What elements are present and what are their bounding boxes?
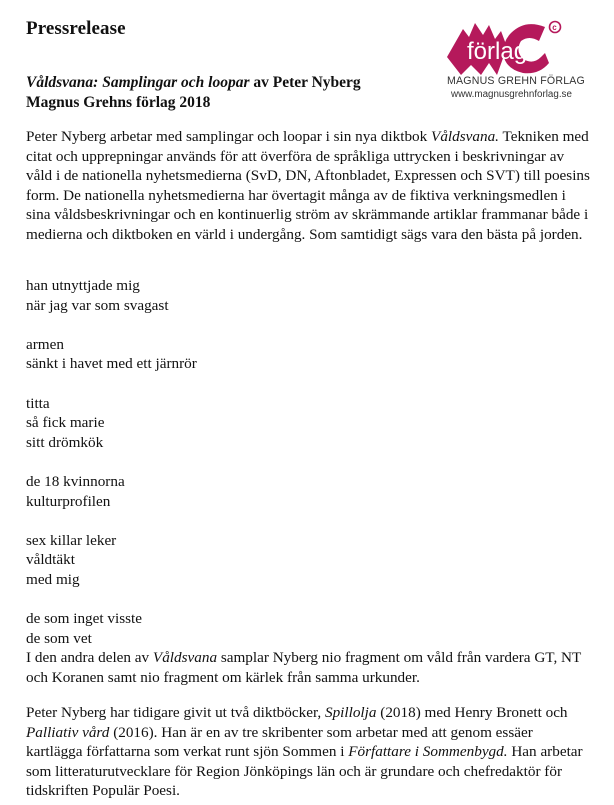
poem-line: de som inget visste — [26, 610, 143, 628]
poem-line: våldtäkt — [26, 551, 75, 569]
paragraph-text: (2018) med Henry Bronett och — [376, 704, 568, 721]
poem-line: han utnyttjade mig — [26, 277, 140, 294]
paragraph-text: Peter Nyberg har tidigare givit ut två diktböcker, — [26, 704, 325, 721]
poem-stanza — [26, 394, 591, 453]
book-title — [26, 74, 250, 91]
book-title-italic: Våldsvana. — [431, 128, 499, 145]
book-title-text: Våldsvana: Samplingar och loopar — [26, 74, 250, 91]
book-title-italic: Författare i Sommenbygd. — [348, 743, 508, 761]
poem-line: sex killar leker — [26, 531, 117, 549]
svg-text:c: c — [552, 23, 557, 32]
book-title-line — [26, 73, 361, 93]
paragraph-text: (2016). Han är en av tre skribenter som arbetar med att genom essäer kartlägga författarna som verkat runt sjön Sommen i — [26, 723, 533, 761]
book-heading — [26, 73, 361, 113]
poem-line: sänkt i havet med ett järnrör — [26, 355, 197, 373]
intro-paragraph — [26, 127, 591, 245]
poem-excerpt — [26, 276, 591, 668]
poem-stanza — [26, 531, 591, 590]
poem-line: med mig — [26, 570, 80, 588]
book-title-italic: Palliativ vård — [26, 723, 110, 741]
svg-text:förlag.: förlag. — [467, 38, 534, 65]
paragraph-text: Han arbetar som litteraturutvecklare för Region Jönköpings län och är grundare och chefredaktör för tidskriften Populär Poesi. — [26, 743, 583, 800]
paragraph-text: I den andra delen av — [26, 649, 153, 666]
poem-line: när jag var som svagast — [26, 296, 169, 314]
paragraph-text: Tekniken med citat och upprepningar används för att överföra de språkliga uttrycken i beskrivningar av våld i de nationella nyhetsmedierna (SvD, DN, Aftonbladet, Expressen och SVT) till poesins form. De nationella nyhetsmedierna har övertagit många av de fiktiva verkningsmedlen i sina våldsbeskrivningar och en kontinuerlig ström av skrämmande artiklar frammanar både i medierna och diktboken en värld i undergång. Som samtidigt sägs vara den bästa på jorden. — [26, 128, 590, 243]
byline: av Peter Nyberg — [249, 74, 361, 91]
poem-line: så fick marie — [26, 414, 105, 432]
poem-line: titta — [26, 394, 50, 412]
second-part-paragraph — [26, 648, 591, 687]
poem-stanza — [26, 335, 591, 374]
poem-line: armen — [26, 335, 64, 353]
author-bio-paragraph — [26, 703, 591, 801]
mg-forlag-logo-icon — [445, 17, 580, 77]
paragraph-text: samplar Nyberg nio fragment om våld från vardera GT, NT och Koranen samt nio fragment om kärlek från samma urkunder. — [26, 649, 582, 686]
book-title-italic: Våldsvana — [152, 649, 218, 666]
paragraph-text: Peter Nyberg arbetar med samplingar och loopar i sin nya diktbok — [26, 128, 432, 145]
book-title-italic: Spillolja — [324, 704, 377, 721]
poem-line: kulturprofilen — [26, 492, 111, 510]
poem-line: de 18 kvinnorna — [26, 472, 125, 490]
poem-line: sitt drömkök — [26, 433, 104, 451]
logo-publisher-name: MAGNUS GREHN FÖRLAG — [447, 75, 586, 87]
poem-stanza — [26, 276, 591, 315]
logo-url: www.magnusgrehnforlag.se — [451, 89, 572, 100]
poem-stanza — [26, 472, 591, 511]
page-title: Pressrelease — [26, 18, 126, 39]
publisher-line: Magnus Grehns förlag 2018 — [26, 94, 211, 111]
poem-line: de som vet — [26, 629, 92, 647]
poem-stanza — [26, 609, 591, 648]
